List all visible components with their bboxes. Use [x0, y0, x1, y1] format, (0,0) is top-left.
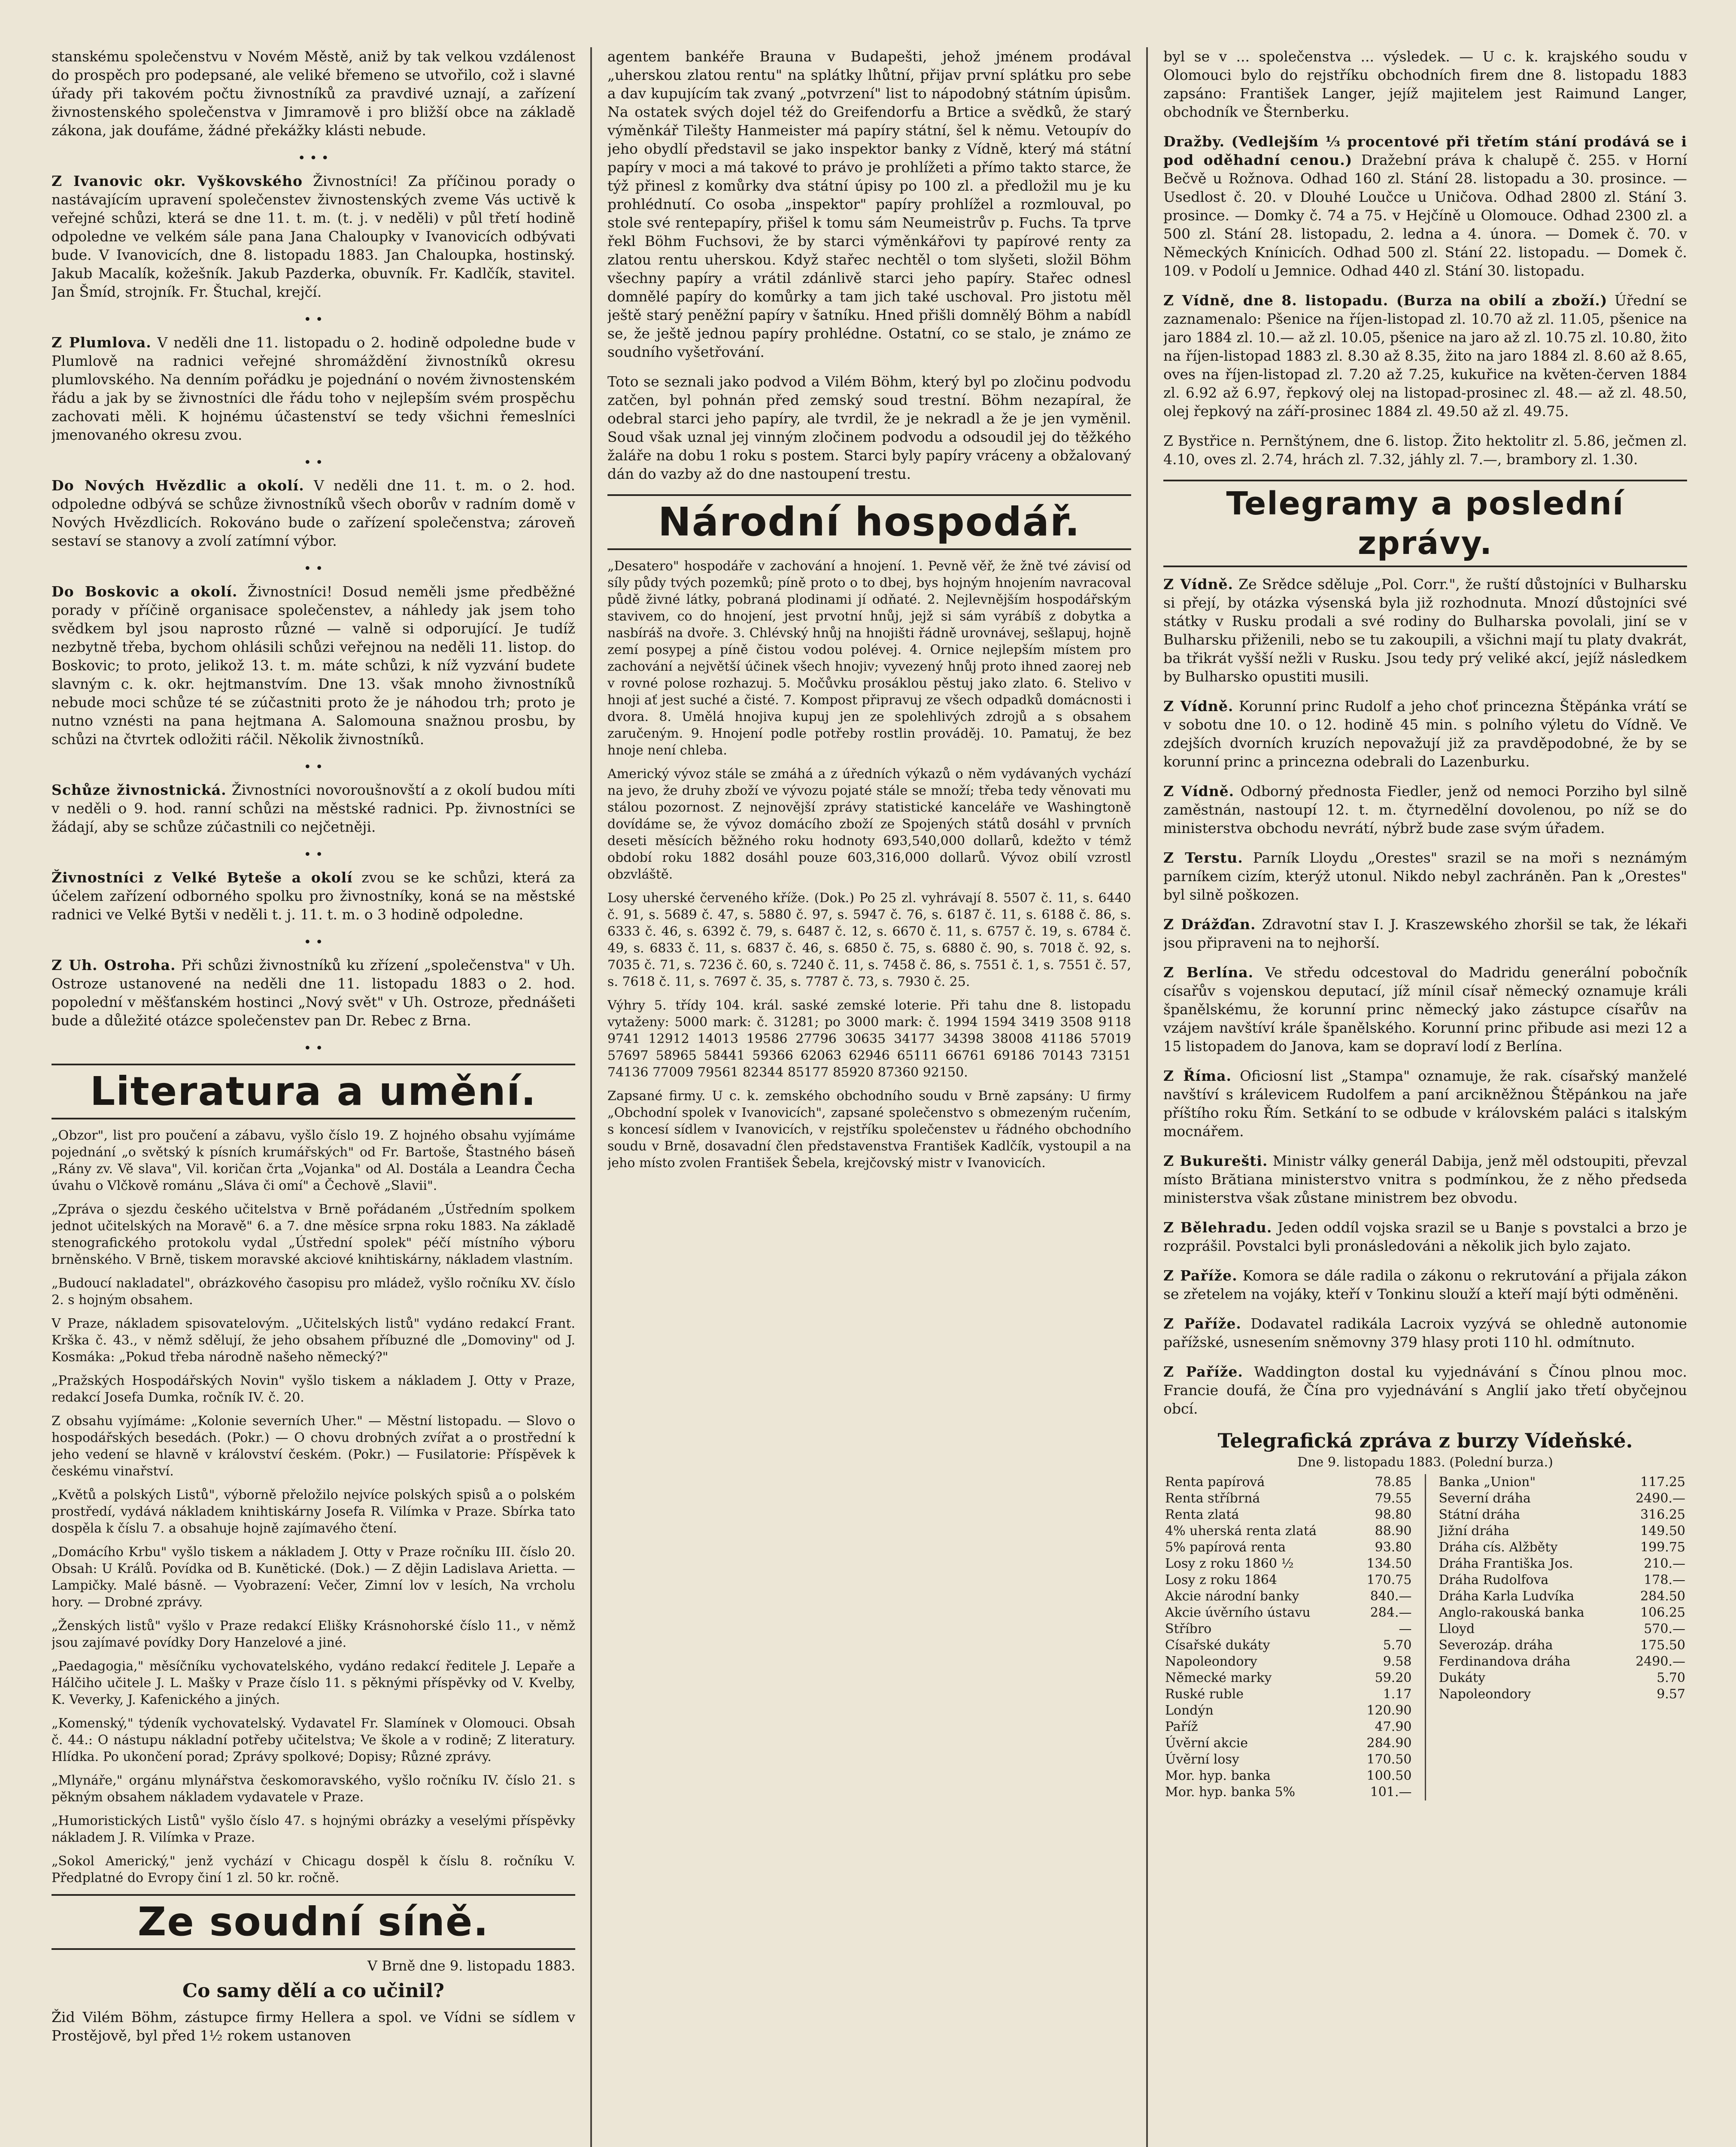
exchange-row [1163, 1686, 1414, 1703]
literature-item: „Květů a polských Listů", výborně přeložilo nejvíce polských spisů a o polském prostředí, vydává nákladem knihtiskárny Josefa R. Vilímka v Praze. Sbírka tato dospěla k číslu 7. a obsahuje hojně zajímavého čtení. [52, 1487, 575, 1536]
article-lead: Z Uh. Ostroha. [52, 957, 176, 973]
article-body: zvou se ke schůzi, která za účelem zařízení odborného spolku pro živnostníky, koná se na městské radnici ve Velké Bytši v neděli t. j. 11. t. m. o 3 hodině odpoledne. [52, 869, 575, 923]
exchange-value: 93.80 [1375, 1540, 1412, 1555]
exchange-name: Ferdinandova dráha [1439, 1654, 1571, 1669]
exchange-name: Dukáty [1439, 1670, 1485, 1685]
exchange-row [1437, 1474, 1687, 1490]
exchange-row [1437, 1637, 1687, 1654]
economy-list [607, 558, 1131, 1171]
exchange-value: 88.90 [1375, 1524, 1412, 1539]
exchange-value: 79.55 [1375, 1491, 1412, 1506]
exchange-value: 117.25 [1640, 1475, 1685, 1490]
exchange-value: 106.25 [1640, 1605, 1685, 1620]
telegram-list [1163, 575, 1687, 1418]
exchange-value: 9.57 [1657, 1687, 1685, 1702]
economy-item: Zapsané firmy. U c. k. zemského obchodního soudu v Brně zapsány: U firmy „Obchodní spolek v Ivanovicích", zapsané společenstvo s obmezeným ručením, s koncesí sídlem v Ivanovicích, v rejstříku společenstev u řádného obchodního soudu v Brně, dosavadní člen představenstva František Kadlčík, vystoupil a na jeho místo zvolen František Šebela, krejčovský mistr v Ivanovicích. [607, 1089, 1131, 1171]
divider: • • [303, 561, 323, 576]
exchange-row [1437, 1507, 1687, 1523]
telegram-body: Zdravotní stav I. J. Kraszewského zhoršil se tak, že lékaři jsou připraveni na to nejhorší. [1163, 916, 1687, 951]
telegram-lead: Z Paříže. [1163, 1267, 1238, 1284]
exchange-row [1163, 1670, 1414, 1686]
telegram-item [1163, 697, 1687, 771]
exchange-name: Úvěrní akcie [1165, 1736, 1248, 1751]
exchange-value: 101.— [1370, 1785, 1412, 1800]
exchange-row [1163, 1621, 1414, 1637]
literature-item: „Mlynáře," orgánu mlynářstva českomoravského, vyšlo ročníku IV. číslo 21. s pěkným obsahem nákladem vydavatele v Praze. [52, 1773, 575, 1805]
exchange-name: Císařské dukáty [1165, 1638, 1270, 1653]
exchange-name: Banka „Union" [1439, 1475, 1536, 1490]
exchange-row [1437, 1654, 1687, 1670]
column-middle [607, 47, 1131, 2147]
exchange-value: 199.75 [1640, 1540, 1685, 1555]
exchange-value: 5.70 [1383, 1638, 1412, 1653]
telegram-lead: Z Paříže. [1163, 1363, 1243, 1380]
telegram-body: Ministr války generál Dabija, jenž měl odstoupiti, převzal místo Brătiana ministerstvo vnitra s podmínkou, že z něho předseda ministerstva však zůstane ministrem bez obvodu. [1163, 1153, 1687, 1206]
literature-item: „Budoucí nakladatel", obrázkového časopisu pro mládež, vyšlo ročníku XV. číslo 2. s hojným obsahem. [52, 1276, 575, 1308]
exchange-name: Renta stříbrná [1165, 1491, 1260, 1506]
telegram-item [1163, 848, 1687, 904]
exchange-name: Akcie úvěrního ústavu [1165, 1605, 1311, 1620]
section-heading-court: Ze soudní síně. [52, 1894, 575, 1950]
article-paragraph: agentem bankéře Brauna v Budapešti, jehož jménem prodával „uherskou zlatou rentu" na splátky lhůtní, přijav první splátku pro sebe a dav kupujícím tak zvaný „potvrzení" list to nápodobný státním úpisům. Na ostatek svých dojel též do Greifendorfu a Brtice a svědků, že starý výměnkář Tilešty Hanmeister má papíry státní, šel k němu. Vetoupív do jeho obydlí představil se jako inspektor banky z Vídně, který má státní papíry v moci a má takové to právo je prohlížeti a přímo takto starce, že týž přinesl z komůrky dva státní úpisy po 100 zl. a předložil mu je ku prohlédnutí. Co osoba „inspektor" papíry prohlížel a rozmlouval, po stole své rentepapíry, přišel k tomu sám Neumeistrův p. Fuchs. Ta tprve řekl Böhm Fuchsovi, že by starci výměnkářovi ty papírové renty za zlatou rentu uherskou. Když stařec nechtěl o tom slyšeti, složil Böhm všechny papíry a vrátil zdánlivě starci jeho papíry. Stařec odnesl domnělé papíry do komůrky a tam jich také uschoval. Pro jistotu měl ještě starý peněžní papíry v šatníku. Hned přišli domnělý Böhm a nabídl se, že ještě jednou papíry prohlédne. Ostatní, co se stalo, je známo ze soudního vyšetřování. [607, 48, 1131, 360]
literature-item: „Pražských Hospodářských Novin" vyšlo tiskem a nákladem J. Otty v Praze, redakcí Josefa Dumka, ročník IV. č. 20. [52, 1373, 575, 1405]
telegram-body: Odborný přednosta Fiedler, jenž od nemoci Porziho byl silně zaměstnán, nastoupí 12. t. m. čtyrnedělní dovolenou, po níž se do ministerstva obchodu nevrátí, nýbrž bude zase svým úřadem. [1163, 783, 1687, 836]
telegram-lead: Z Paříže. [1163, 1315, 1241, 1332]
exchange-row [1163, 1735, 1414, 1752]
exchange-name: Mor. hyp. banka 5% [1165, 1785, 1296, 1800]
exchange-value: 284.50 [1640, 1589, 1685, 1604]
exchange-value: 5.70 [1657, 1670, 1685, 1685]
exchange-name: Severozáp. dráha [1439, 1638, 1553, 1653]
exchange-name: Německé marky [1165, 1670, 1272, 1685]
article-body: Živnostníci novoroušnovští a z okolí budou míti v neděli o 9. hod. ranní schůzi na městské radnici. Pp. živnostníci se žádají, aby se schůze zúčastnili co nejčetněji. [52, 782, 575, 835]
dateline: V Brně dne 9. listopadu 1883. [367, 1958, 575, 1974]
telegram-body: Parník Lloydu „Orestes" srazil se na moři s neznámým parníkem cizím, kterýž utonul. Nikdo nebyl zachráněn. Pan k „Orestes" byl silně poškozen. [1163, 849, 1687, 903]
telegram-lead: Z Bělehradu. [1163, 1219, 1272, 1236]
literature-item: „Ženských listů" vyšlo v Praze redakcí Elišky Krásnohorské číslo 11., v němž jsou zajímavé povídky Dory Hanzelové a jiné. [52, 1618, 575, 1650]
exchange-row [1437, 1621, 1687, 1637]
exchange-row [1437, 1686, 1687, 1703]
exchange-name: Jižní dráha [1439, 1524, 1510, 1539]
literature-item: „Sokol Americký," jenž vychází v Chicagu dospěl k číslu 8. ročníku V. Předplatné do Evropy činí 1 zl. 50 kr. ročně. [52, 1854, 575, 1885]
exchange-name: Paříž [1165, 1719, 1198, 1734]
telegram-lead: Z Terstu. [1163, 849, 1243, 866]
telegram-item [1163, 1314, 1687, 1351]
column-rule [1146, 47, 1148, 2147]
article-paragraph: byl se v ... společenstva ... výsledek. — U c. k. krajského soudu v Olomouci bylo do rejstříku obchodních firem dne 8. listopadu 1883 zapsáno: František Langer, jejíž majitelem jest Raimund Langer, obchodník ve Šternberku. [1163, 48, 1687, 120]
exchange-row [1163, 1768, 1414, 1784]
article-paragraph [52, 868, 575, 924]
exchange-name: Napoleondory [1439, 1687, 1531, 1702]
exchange-value: 170.50 [1366, 1752, 1412, 1767]
telegram-body: Waddington dostal ku vyjednávání s Čínou plnou moc. Francie doufá, že Čína pro vyjednávání s Anglií jako třetí obyčejnou obcí. [1163, 1363, 1687, 1417]
exchange-value: 100.50 [1366, 1768, 1412, 1783]
article-lead: Do Boskovic a okolí. [52, 583, 238, 600]
exchange-name: Renta papírová [1165, 1475, 1265, 1490]
literature-item: „Humoristických Listů" vyšlo číslo 47. s hojnými obrázky a veselými příspěvky nákladem J. R. Vilímka v Praze. [52, 1813, 575, 1845]
divider: • • [303, 760, 323, 775]
exchange-table-rule [1425, 1474, 1426, 1800]
court-paragraph: Žid Vilém Böhm, zástupce firmy Hellera a spol. ve Vídni se sídlem v Prostějově, byl před 1½ rokem ustanoven [52, 2009, 575, 2044]
article-paragraph [52, 781, 575, 836]
economy-item: Losy uherské červeného kříže. (Dok.) Po 25 zl. vyhrávají 8. 5507 č. 11, s. 6440 č. 91, s. 5689 č. 47, s. 5880 č. 97, s. 5947 č. 76, s. 6187 č. 11, s. 6188 č. 86, s. 6333 č. 46, s. 6392 č. 79, s. 6487 č. 12, s. 6670 č. 11, s. 6757 č. 19, s. 6784 č. 49, s. 6833 č. 11, s. 6837 č. 46, s. 6850 č. 75, s. 6880 č. 90, s. 7018 č. 92, s. 7035 č. 71, s. 7236 č. 60, s. 7240 č. 11, s. 7458 č. 86, s. 7551 č. 1, s. 7551 č. 57, s. 7618 č. 11, s. 7697 č. 35, s. 7787 č. 73, s. 7930 č. 25. [607, 891, 1131, 989]
literature-item: „Komenský," týdeník vychovatelský. Vydavatel Fr. Slamínek v Olomouci. Obsah č. 44.: O nástupu nákladní potřeby učitelstva; Ve škole a v rodině; Z literatury. Hlídka. Po ukončení porad; Zprávy spolkové; Dopisy; Různé zprávy. [52, 1716, 575, 1764]
article-paragraph [52, 476, 575, 550]
article-lead: Do Nových Hvězdlic a okolí. [52, 477, 304, 494]
exchange-name: 5% papírová renta [1165, 1540, 1286, 1555]
telegram-lead: Z Vídně. [1163, 783, 1235, 800]
exchange-row [1163, 1490, 1414, 1507]
exchange-subheading: Dne 9. listopadu 1883. (Polední burza.) [1297, 1455, 1553, 1470]
exchange-value: 284.— [1370, 1605, 1412, 1620]
divider: • • • [297, 151, 329, 166]
exchange-row [1163, 1605, 1414, 1621]
exchange-value: 47.90 [1375, 1719, 1412, 1734]
telegram-body: Ze Srědce sděluje „Pol. Corr.", že ruští důstojníci v Bulharsku si přejí, by otázka výsenská byla již rozhodnuta. Mnozí důstojníci své státky v Rusku prodali a své rodiny do Bulharska povolali, jiní se v Bulharsku přiženili, nebo se tu zakoupili, a všichni mají tu platy dvakrát, ba třikrát vyšší nežli v Rusku. Jsou tedy prý veliké akcí, jejíž následkem by Bulharsko opustiti musili. [1163, 576, 1687, 685]
exchange-name: Akcie národní banky [1165, 1589, 1299, 1604]
article-paragraph [52, 333, 575, 444]
exchange-value: 2490.— [1636, 1654, 1685, 1669]
exchange-name: Napoleondory [1165, 1654, 1257, 1669]
telegram-item [1163, 1067, 1687, 1140]
telegram-item [1163, 575, 1687, 686]
literature-item: V Praze, nákladem spisovatelovým. „Učitelských listů" vydáno redakcí Frant. Krška č. 43., v němž sdělují, že jeho obsahem příbuzné dle „Domoviny" od J. Kosmáka: „Pokud třeba národně našeho německý?" [52, 1316, 575, 1365]
exchange-row [1163, 1719, 1414, 1735]
exchange-name: Mor. hyp. banka [1165, 1768, 1271, 1783]
telegram-lead: Z Vídně. [1163, 576, 1234, 593]
local-news-list [52, 172, 575, 1056]
exchange-name: Státní dráha [1439, 1507, 1521, 1522]
column-right [1163, 47, 1687, 2147]
telegram-item [1163, 1218, 1687, 1255]
section-heading-telegrams: Telegramy a poslední zprávy. [1163, 480, 1687, 567]
telegram-item [1163, 1266, 1687, 1303]
court-subheading: Co samy dělí a co učinil? [182, 1980, 444, 2002]
telegram-lead: Z Bukurešti. [1163, 1153, 1268, 1169]
exchange-value: 840.— [1370, 1589, 1412, 1604]
telegram-body: Komora se dále radila o zákonu o rekrutování a přijala zákon se zřetelem na vojáky, kteří v Tonkinu slouží a kteří mají býti odměněni. [1163, 1267, 1687, 1302]
telegram-lead: Z Drážďan. [1163, 916, 1256, 933]
exchange-value: — [1399, 1621, 1412, 1636]
auction-body: Dražební práva k chalupě č. 255. v Horní Bečvě u Rožnova. Odhad 160 zl. Stání 28. listopadu a 30. prosince. — Usedlost č. 20. v Dlouhé Loučce u Uničova. Odhad 2800 zl. Stání 3. prosince. — Domky č. 74 a 75. v Hejčíně u Olomouce. Odhad 2300 zl. a 500 zl. Stání 28. listopadu, 2. ledna a 4. února. — Domek č. 70. v Německých Knínicích. Odhad 500 zl. Stání 22. listopadu. — Domek č. 109. v Podolí u Jemnice. Odhad 440 zl. Stání 30. listopadu. [1163, 152, 1687, 279]
telegram-body: Ve středu odcestoval do Madridu generální pobočník císařův s vojenskou deputací, jíž mínil císař německý oznamuje králi španělskému, že korunní princ německý jako zástupce císařův na vzájem navštíví krále španělského. Korunní princ přibude asi mezi 12 a 15 listopadem do Janova, kam se dopraví lodí z Berlína. [1163, 964, 1687, 1055]
telegram-body: Dodavatel radikála Lacroix vyzývá se ohledně autonomie pařížské, usnesením sněmovny 379 hlasy proti 110 hl. odmítnuto. [1163, 1315, 1687, 1350]
exchange-name: Losy z roku 1864 [1165, 1572, 1277, 1587]
literature-item: „Zpráva o sjezdu českého učitelstva v Brně pořádaném „Ústředním spolkem jednot učitelských na Moravě" 6. a 7. dne měsíce srpna roku 1883. Na základě stenografického protokolu vydal „Ústřední spolek" péčí místního výboru brněnského. V Brně, tiskem moravské akciové knihtiskárny, nákladem vlastním. [52, 1202, 575, 1267]
article-body: V neděli dne 11. listopadu o 2. hodině odpoledne bude v Plumlově na radnici veřejné shromáždění živnostníků okresu plumlovského. Na denním pořádku je pojednání o novém živnostenském řádu a jak by se živnostníci dle řádu toho v nejlepším svém prospěchu zachovati měli. K hojnému účastenství se tedy všichni řemeslníci jmenovaného okresu zvou. [52, 334, 575, 443]
market-body: Úřední se zaznamenalo: Pšenice na říjen-listopad zl. 10.70 až zl. 11.05, pšenice na jaro 1884 zl. 10.— až zl. 10.05, pšenice na jaro až zl. 10.75 zl. 10.80, žito na říjen-listopad 1883 zl. 8.30 až 8.35, žito na jaro 1884 zl. 8.60 až 8.65, oves na říjen-listopad zl. 7.20 až 7.25, kukuřice na květen-červen 1884 zl. 6.92 až 6.97, řepkový olej na listopad-prosinec zl. 48.— až zl. 48.50, olej řepkový na září-prosinec 1884 zl. 49.50 až zl. 49.75. [1163, 292, 1687, 420]
exchange-value: 120.90 [1366, 1703, 1412, 1718]
literature-list [52, 1127, 575, 1886]
article-body: Živnostníci! Za příčinou porady o nastávajícím upravení společenstev živnostenských zveme Vás uctivě k veřejné schůzi, která se dne 11. t. m. (t. j. v neděli) v půl třetí hodině odpoledne ve velkém sále pana Jana Chaloupky v Ivanovicích odbývati bude. V Ivanovicích, dne 8. listopadu 1883. Jan Chaloupka, hostinský. Jakub Macalík, kožešník. Jakub Pazderka, obuvník. Fr. Kadlčík, stavitel. Jan Šmíd, strojník. Fr. Štuchal, krejčí. [52, 173, 575, 300]
exchange-row [1163, 1572, 1414, 1588]
exchange-value: 9.58 [1383, 1654, 1412, 1669]
exchange-value: 149.50 [1640, 1524, 1685, 1539]
exchange-row [1163, 1588, 1414, 1605]
exchange-name: 4% uherská renta zlatá [1165, 1524, 1317, 1539]
exchange-value: 1.17 [1383, 1687, 1412, 1702]
section-heading-economy: Národní hospodář. [607, 494, 1131, 550]
exchange-value: 59.20 [1375, 1670, 1412, 1685]
exchange-value: 570.— [1644, 1621, 1685, 1636]
divider: • • [303, 1041, 323, 1056]
exchange-value: 316.25 [1640, 1507, 1685, 1522]
newspaper-page [52, 47, 1687, 2147]
telegram-body: Jeden oddíl vojska srazil se u Banje s povstalci a brzo je rozprášil. Povstalci byli pronásledováni a několik jich bylo zajato. [1163, 1219, 1687, 1254]
telegram-lead: Z Vídně. [1163, 698, 1234, 715]
exchange-table [1163, 1474, 1687, 1800]
article-body: V neděli dne 11. t. m. o 2. hod. odpoledne odbývá se schůze živnostníků všech oborův v radním domě v Nových Hvězdlicích. Rokováno bude o zařízení společenstva; zároveň sestaví se stanovy a zvolí zatímní výbor. [52, 477, 575, 549]
column-left [52, 47, 575, 2147]
divider: • • [303, 312, 323, 327]
market-paragraph-2: Z Bystřice n. Pernštýnem, dne 6. listop. Žito hektolitr zl. 5.86, ječmen zl. 4.10, oves zl. 2.74, hrách zl. 7.32, jáhly zl. 7.—, brambory zl. 1.30. [1163, 432, 1687, 468]
exchange-row [1437, 1572, 1687, 1588]
exchange-row [1163, 1474, 1414, 1490]
exchange-name: Dráha Karla Ludvíka [1439, 1589, 1575, 1604]
divider: • • [303, 455, 323, 470]
exchange-row [1437, 1588, 1687, 1605]
exchange-name: Severní dráha [1439, 1491, 1531, 1506]
exchange-value: 210.— [1644, 1556, 1685, 1571]
exchange-row [1437, 1605, 1687, 1621]
exchange-row [1163, 1703, 1414, 1719]
exchange-name: Renta zlatá [1165, 1507, 1239, 1522]
exchange-row [1437, 1490, 1687, 1507]
economy-item: Americký vývoz stále se zmáhá a z úředních výkazů o něm vydávaných vychází na jevo, že druhy zboží ve vývozu pojaté stále se množí; třeba tedy věnovati mu stálou pozornost. Z nejnovější zprávy statistické kanceláře ve Washingtoně dovídáme se, že vývoz domácího zboží ze Spojených států dosáhl v prvních deseti měsících běžného roku hodnoty 693,540,000 dollarů, kdežto v témž období roku 1882 dosáhl pouze 603,316,000 dollarů. Vývoz obilí vzrostl obzvláště. [607, 766, 1131, 882]
exchange-table-left [1163, 1474, 1414, 1800]
divider: • • [303, 847, 323, 862]
exchange-name: Ruské ruble [1165, 1687, 1244, 1702]
economy-item: Výhry 5. třídy 104. král. saské zemské loterie. Při tahu dne 8. listopadu vytaženy: 5000 mark: č. 31281; po 3000 mark: č. 1994 1594 3419 3508 9118 9741 12912 14013 19586 27796 30635 34177 34398 38008 41186 57019 57697 58965 58441 59366 62063 62946 65111 66761 69186 70143 73151 74136 77009 79561 82344 85177 85920 87360 92150. [607, 998, 1131, 1080]
market-lead: Z Vídně, dne 8. listopadu. (Burza na obilí a zboží.) [1163, 292, 1608, 309]
exchange-value: 170.75 [1366, 1572, 1412, 1587]
exchange-name: Dráha Františka Jos. [1439, 1556, 1573, 1571]
exchange-name: Lloyd [1439, 1621, 1475, 1636]
exchange-row [1437, 1556, 1687, 1572]
exchange-row [1437, 1670, 1687, 1686]
exchange-row [1163, 1556, 1414, 1572]
exchange-value: 178.— [1644, 1572, 1685, 1587]
article-paragraph: Toto se seznali jako podvod a Vilém Böhm, který byl po zločinu podvodu zatčen, byl pohnán před zemský soud trestní. Böhm nezapíral, že odebral starci jeho papíry, ale tvrdil, že je nekradl a že je jen vyměnil. Soud však uznal jej vinným zločinem podvodu a odsoudil jej do těžkého žaláře na dobu 1 roku s postem. Starci byly papíry vráceny a obžalovaný dán do vazby až do dne nastoupení trestu. [607, 373, 1131, 482]
article-paragraph [52, 582, 575, 748]
auction-lead: Dražby. (Vedlejším ⅓ procentové při třetím stání prodává se i pod oděhadní cenou.) [1163, 133, 1687, 168]
exchange-row [1163, 1654, 1414, 1670]
exchange-row [1163, 1637, 1414, 1654]
exchange-row [1163, 1539, 1414, 1556]
exchange-name: Londýn [1165, 1703, 1214, 1718]
article-lead: Z Plumlova. [52, 334, 152, 351]
column-rule [590, 47, 592, 2147]
exchange-heading: Telegrafická zpráva z burzy Vídeňské. [1217, 1429, 1633, 1452]
economy-item: „Desatero" hospodáře v zachování a hnojení. 1. Pevně věř, že žně tvé závisí od síly půdy tvých pozemků; píně proto o to dbej, bys hojným hnojením navracoval půdě živné látky, pobraná plodinami jí odňaté. 2. Nejlevnějším hospodářským stavivem, co do hnojení, jest prvotní hnůj, jejž si sám vyrábíš z dobytka a nasbíráš na dvoře. 3. Chlévský hnůj na hnojišti řádně urovnávej, sešlapuj, hojně zemí posypej a píně čistou vodou polévej. 4. Ornice nejlepším místem pro zachování a největší účinek všech hnojiv; vyvezený hnůj proto ihned zaorej neb v rovné polose rozhazuj. 5. Močůvku prosáklou pěstuj jako zlato. 6. Stelivo v hnoji ať jest suché a čisté. 7. Kompost připravuj ze všech odpadků domácnosti i dvora. 8. Umělá hnojiva kupuj jen ze spolehlivých zdrojů a s obsahem zaručeným. 9. Hnojení podle potřeby rostlin prováděj. 10. Pamatuj, že bez hnoje není chleba. [607, 559, 1131, 758]
market-paragraph [1163, 291, 1687, 420]
exchange-name: Losy z roku 1860 ½ [1165, 1556, 1294, 1571]
divider: • • [303, 935, 323, 950]
literature-item: Z obsahu vyjímáme: „Kolonie severních Uher." — Městní listopadu. — Slovo o hospodářských besedách. (Pokr.) — O chovu drobných zvířat a o prostřední k jeho vedení se hlavně v království českém. (Pokr.) — Fusilatorie: Příspěvek k českému vinařství. [52, 1414, 575, 1479]
telegram-lead: Z Berlína. [1163, 964, 1254, 981]
exchange-row [1163, 1752, 1414, 1768]
exchange-row [1163, 1784, 1414, 1800]
article-body: Při schůzi živnostníků ku zřízení „společenstva" v Uh. Ostroze ustanovené na neděli dne 11. listopadu 1883 o 2. hod. popolední v měšťanském hostinci „Nový svět" v Uh. Ostroze, přednášeti bude a důležité otázce společenstev pan Dr. Rebec z Brna. [52, 957, 575, 1029]
exchange-table-right [1437, 1474, 1687, 1703]
telegram-body: Korunní princ Rudolf a jeho choť princezna Štěpánka vrátí se v sobotu dne 10. o 12. hodině 45 min. s polního výletu do Vídně. Ve zdejších dvorních kruzích nepovažují již za pravděpodobné, že by se korunní princ a princezna odebrali do Lazenburku. [1163, 698, 1687, 770]
exchange-value: 2490.— [1636, 1491, 1685, 1506]
article-paragraph: stanskému společenstvu v Novém Městě, aniž by tak velkou vzdálenost do prospěch pro podepsané, ale veliké břemeno se utvořilo, což i slavné úřady při takovém počtu živnostníků za pravdivé uznají, a zařízení živnostenského společenstva v Jimramově i pro bližší obce na základě zákona, jak doufáme, žádné překážky klásti nebude. [52, 48, 575, 139]
exchange-row [1437, 1539, 1687, 1556]
exchange-row [1437, 1523, 1687, 1539]
literature-item: „Obzor", list pro poučení a zábavu, vyšlo číslo 19. Z hojného obsahu vyjímáme pojednání „o světský k písních krumářských" od Fr. Bartoše, Štastného báseň „Rány zv. Vě slava", Vil. koričan črta „Vojanka" od Al. Dostála a Leandra Čecha úvahu o Vlčkově románu „Sláva či omí" a Čechově „Slavii". [52, 1128, 575, 1193]
exchange-value: 284.90 [1366, 1736, 1412, 1751]
article-lead: Živnostníci z Velké Byteše a okolí [52, 869, 353, 886]
article-paragraph [52, 172, 575, 301]
article-lead: Schůze živnostnická. [52, 782, 227, 798]
telegram-item [1163, 1362, 1687, 1418]
section-heading-literature: Literatura a umění. [52, 1064, 575, 1119]
exchange-name: Dráha Rudolfova [1439, 1572, 1549, 1587]
telegram-item [1163, 963, 1687, 1055]
exchange-value: 175.50 [1640, 1638, 1685, 1653]
exchange-name: Dráha cís. Alžběty [1439, 1540, 1558, 1555]
article-paragraph [52, 956, 575, 1030]
article-lead: Z Ivanovic okr. Vyškovského [52, 173, 303, 189]
exchange-value: 134.50 [1366, 1556, 1412, 1571]
telegram-item [1163, 915, 1687, 952]
exchange-value: 98.80 [1375, 1507, 1412, 1522]
literature-item: „Domácího Krbu" vyšlo tiskem a nákladem J. Otty v Praze ročníku III. číslo 20. Obsah: U Králů. Povídka od B. Kunětické. (Dok.) — Z dějin Ladislava Arietta. — Lampičky. Malé básně. — Vyobrazení: Večer, Zimní lov v lesích, Na vrcholu hory. — Drobné zprávy. [52, 1545, 575, 1610]
exchange-name: Anglo-rakouská banka [1439, 1605, 1584, 1620]
article-body: Živnostníci! Dosud neměli jsme předběžné porady v příčině organisace společenstev, a náhledy jak jsem toho svědkem byl jsou naprosto různé — valně si odporující. Je tudíž nezbytně třeba, bychom ohlásili schůzi veřejnou na neděli 11. listop. do Boskovic; to proto, jelikož 13. t. m. máte schůzi, k níž vyzvání budete slavným c. k. okr. hejtmanstvím. Dne 13. však mnoho živnostníků nebude moci schůze té se zúčastniti proto že je náhodou trh; proto je nutno vznésti na pana hejtmana A. Salomouna snažnou prosbu, by schůzi na čtvrtek odložiti ráčil. Několik živnostníků. [52, 583, 575, 748]
telegram-body: Oficiosní list „Stampa" oznamuje, že rak. císařský manželé navštíví s králevicem Rudolfem a paní arcikněžnou Štěpánkou na jaře příštího roku Řím. Setkání to se odbude v královském paláci s italským mocnářem. [1163, 1067, 1687, 1140]
exchange-row [1163, 1507, 1414, 1523]
exchange-name: Úvěrní losy [1165, 1752, 1239, 1767]
telegram-item [1163, 1152, 1687, 1207]
exchange-row [1163, 1523, 1414, 1539]
exchange-name: Stříbro [1165, 1621, 1212, 1636]
auction-paragraph [1163, 132, 1687, 280]
telegram-item [1163, 782, 1687, 837]
literature-item: „Paedagogia," měsíčníku vychovatelského, vydáno redakcí ředitele J. Lepaře a Hálčiho učitele J. L. Mašky v Praze číslo 11. s pěknými příspěvky od V. Kvelby, K. Veverky, J. Kafenického a jiných. [52, 1659, 575, 1707]
exchange-value: 78.85 [1375, 1475, 1412, 1490]
telegram-lead: Z Říma. [1163, 1067, 1232, 1084]
